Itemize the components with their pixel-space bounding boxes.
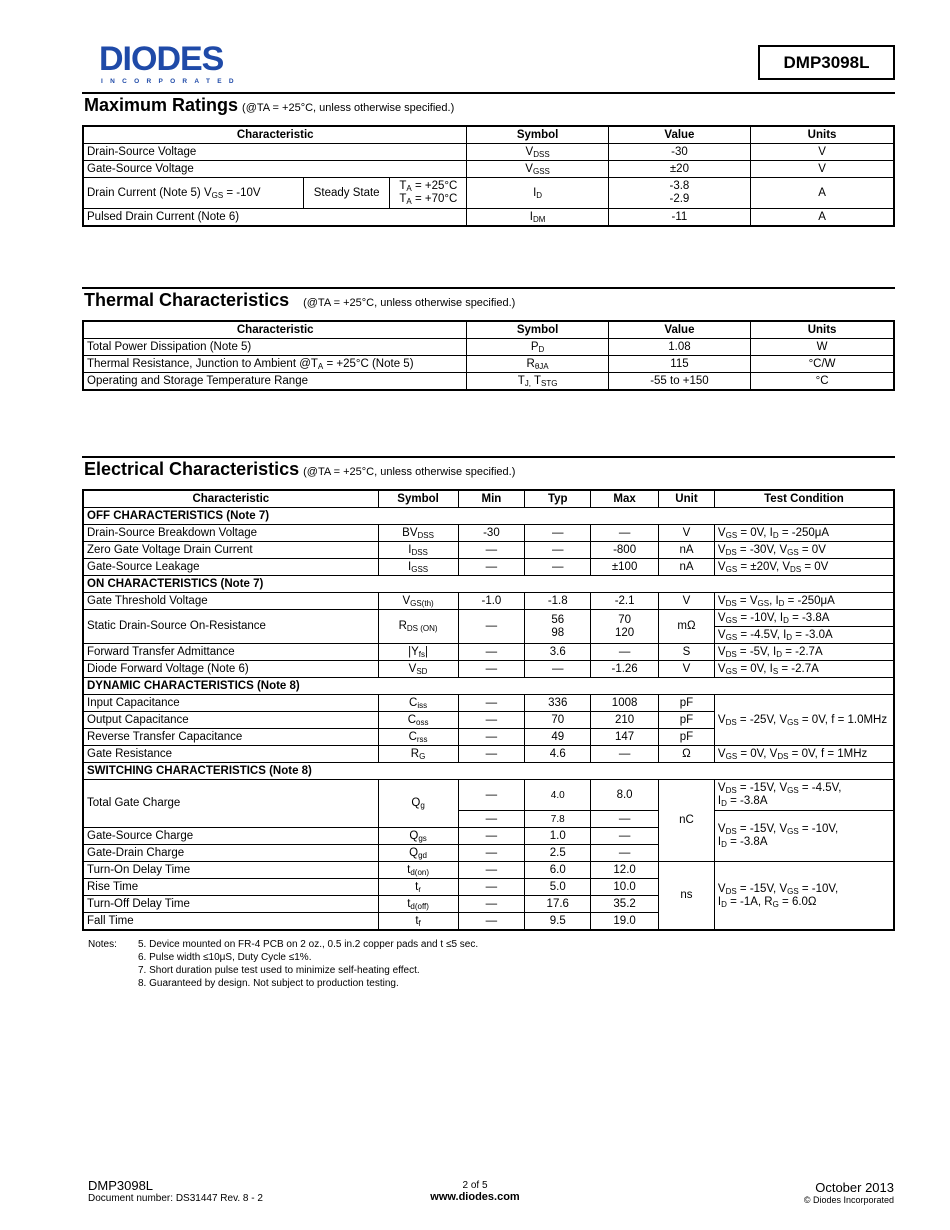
section-rule [82, 287, 895, 289]
note-item: 8. Guaranteed by design. Not subject to production testing. [138, 978, 399, 989]
table-row: Static Drain-Source On-Resistance $R_{DS (ON)}$ — 56 98 70 120 mΩ $V_{GS} = -10V$, $I_D = -3.8A$ [83, 610, 894, 627]
diodes-logo [97, 40, 275, 85]
section-rule [82, 92, 895, 94]
note-item: 7. Short duration pulse test used to minimize self-heating effect. [138, 965, 420, 976]
note-item: 6. Pulse width ≤10μS, Duty Cycle ≤1%. [138, 952, 312, 963]
table-row: Total Power Dissipation (Note 5) $P_D$ 1.08 W [83, 339, 894, 356]
max-ratings-table: Characteristic Symbol Value Units Drain-Source Voltage $V_{DSS}$ -30 V Gate-Source Voltage $V_{GSS}$ ±20 V Drain Current (Note 5) $V_{GS} = -10V$ Steady State $T_A = +25^\circ C$ $T_A = +70^\circ C$ $I_D$ -3.8 -2.9 A Pulsed Drain Current (Note 6) $I_{DM}$ -11 A [82, 125, 895, 227]
electrical-table: Characteristic Symbol Min Typ Max Unit Test Condition OFF CHARACTERISTICS (Note 7) Drain-Source Breakdown Voltage $BV_{DSS}$ -30 — — V $V_{GS} = 0V$, $I_D = -250\mu A$ Zero Gate Voltage Drain Current $I_{DSS}$ — — -800 nA $V_{DS} = -30V$, $V_{GS} = 0V$ Gate-Source Leakage $I_{GSS}$ — — ±100 nA $V_{GS} = \pm 20V$, $V_{DS} = 0V$ ON CHARACTERISTICS (Note 7) Gate Threshold Voltage $V_{GS(th)}$ -1.0 -1.8 -2.1 V $V_{DS} = V_{GS}$, $I_D = -250\mu A$ Static Drain-Source On-Resistance $R_{DS (ON)}$ — 56 98 70 120 mΩ $V_{GS} = -10V$, $I_D = -3.8A$ $V_{GS} = -4.5V$, $I_D = -3.0A$ Forward Transfer Admittance $|Y_{fs}|$ — 3.6 — S $V_{DS} = -5V$, $I_D = -2.7A$ Diode Forward Voltage (Note 6) $V_{SD}$ — — -1.26 V $V_{GS} = 0V$, $I_S = -2.7A$ DYNAMIC CHARACTERISTICS (Note 8) Input Capacitance $C_{iss}$ — 336 1008 pF $V_{DS} = -25V$, $V_{GS} = 0V$, f = 1.0MHz Output Capacitance $C_{oss}$ — 70 210 pF Reverse Transfer Capacitance $C_{rss}$ — 49 147 pF Gate Resistance $R_G$ — 4.6 — Ω $V_{GS} = 0V$, $V_{DS} = 0V$, f = 1MHz SWITCHING CHARACTERISTICS (Note 8) Total Gate Charge $Q_g$ — 4.0 8.0 nC $V_{DS} = -15V$, $V_{GS} = -4.5V$, $I_D = -3.8A$ — 7.8 — $V_{DS} = -15V$, $V_{GS} = -10V$, $I_D = -3.8A$ Gate-Source Charge $Q_{gs}$ — 1.0 — Gate-Drain Charge $Q_{gd}$ — 2.5 — Turn-On Delay Time $t_{d(on)}$ — 6.0 12.0 ns $V_{DS} = -15V$, $V_{GS} = -10V$, $I_D = -1A$, $R_G = 6.0\Omega$ Rise Time $t_r$ — 5.0 10.0 Turn-Off Delay Time $t_{d(off)}$ — 17.6 35.2 Fall Time $t_f$ — 9.5 19.0 [82, 489, 895, 931]
electrical-title: Electrical Characteristics (@TA = +25°C, unless otherwise specified.) [84, 459, 516, 479]
table-row: Forward Transfer Admittance $|Y_{fs}|$ — 3.6 — S $V_{DS} = -5V$, $I_D = -2.7A$ [83, 644, 894, 661]
table-row: Fall Time $t_f$ — 9.5 19.0 [83, 913, 894, 931]
thermal-title: Thermal Characteristics (@TA = +25°C, unless otherwise specified.) [84, 290, 516, 310]
part-number-box: DMP3098L [758, 45, 895, 80]
thermal-table: Characteristic Symbol Value Units Total Power Dissipation (Note 5) $P_D$ 1.08 W Thermal Resistance, Junction to Ambient $@T_A = +25^\circ C$ (Note 5) $R_{\theta JA}$ 115 °C/W Operating and Storage Temperature Range $T_{J,}$ $T_{STG}$ -55 to +150 °C [82, 320, 895, 391]
table-row: Operating and Storage Temperature Range $T_{J,}$ $T_{STG}$ -55 to +150 °C [83, 373, 894, 391]
logo-subtext: INCORPORATED [101, 78, 241, 85]
footer-center: 2 of 5 www.diodes.com [430, 1180, 520, 1203]
max-ratings-title: Maximum Ratings (@TA = +25°C, unless otherwise specified.) [84, 95, 455, 115]
footer-right: October 2013 © Diodes Incorporated [803, 1180, 894, 1205]
table-row: Turn-On Delay Time $t_{d(on)}$ — 6.0 12.0 ns $V_{DS} = -15V$, $V_{GS} = -10V$, $I_D = -1A$, $R_G = 6.0\Omega$ [83, 862, 894, 879]
table-row: Thermal Resistance, Junction to Ambient $@T_A = +25^\circ C$ (Note 5) $R_{\theta JA}$ 115 °C/W [83, 356, 894, 373]
table-row: Input Capacitance $C_{iss}$ — 336 1008 pF $V_{DS} = -25V$, $V_{GS} = 0V$, f = 1.0MHz [83, 695, 894, 712]
table-row: Total Gate Charge $Q_g$ — 4.0 8.0 nC $V_{DS} = -15V$, $V_{GS} = -4.5V$, $I_D = -3.8A$ [83, 780, 894, 811]
table-row: Gate Threshold Voltage $V_{GS(th)}$ -1.0 -1.8 -2.1 V $V_{DS} = V_{GS}$, $I_D = -250\mu A$ [83, 593, 894, 610]
table-row: Output Capacitance $C_{oss}$ — 70 210 pF [83, 712, 894, 729]
note-item: 5. Device mounted on FR-4 PCB on 2 oz., 0.5 in.2 copper pads and t ≤5 sec. [138, 939, 479, 950]
table-row: Gate-Drain Charge $Q_{gd}$ — 2.5 — [83, 845, 894, 862]
table-row: Rise Time $t_r$ — 5.0 10.0 [83, 879, 894, 896]
table-row: Drain-Source Voltage $V_{DSS}$ -30 V [83, 144, 894, 161]
table-row: Drain-Source Breakdown Voltage $BV_{DSS}$ -30 — — V $V_{GS} = 0V$, $I_D = -250\mu A$ [83, 525, 894, 542]
table-row: Pulsed Drain Current (Note 6) $I_{DM}$ -11 A [83, 209, 894, 227]
section-rule [82, 456, 895, 458]
table-row: Gate-Source Charge $Q_{gs}$ — 1.0 — [83, 828, 894, 845]
table-row: Drain Current (Note 5) $V_{GS} = -10V$ Steady State $T_A = +25^\circ C$ $T_A = +70^\circ C$ $I_D$ -3.8 -2.9 A [83, 178, 894, 209]
table-row: Reverse Transfer Capacitance $C_{rss}$ — 49 147 pF [83, 729, 894, 746]
table-row: Gate Resistance $R_G$ — 4.6 — Ω $V_{GS} = 0V$, $V_{DS} = 0V$, f = 1MHz [83, 746, 894, 763]
table-row: Gate-Source Leakage $I_{GSS}$ — — ±100 nA $V_{GS} = \pm 20V$, $V_{DS} = 0V$ [83, 559, 894, 576]
logo-text: DIODES [99, 40, 224, 78]
table-row: Diode Forward Voltage (Note 6) $V_{SD}$ — — -1.26 V $V_{GS} = 0V$, $I_S = -2.7A$ [83, 661, 894, 678]
table-row: Turn-Off Delay Time $t_{d(off)}$ — 17.6 35.2 [83, 896, 894, 913]
footer-left: DMP3098L Document number: DS31447 Rev. 8 - 2 [88, 1178, 263, 1204]
table-row: Zero Gate Voltage Drain Current $I_{DSS}$ — — -800 nA $V_{DS} = -30V$, $V_{GS} = 0V$ [83, 542, 894, 559]
table-row: Gate-Source Voltage $V_{GSS}$ ±20 V [83, 161, 894, 178]
